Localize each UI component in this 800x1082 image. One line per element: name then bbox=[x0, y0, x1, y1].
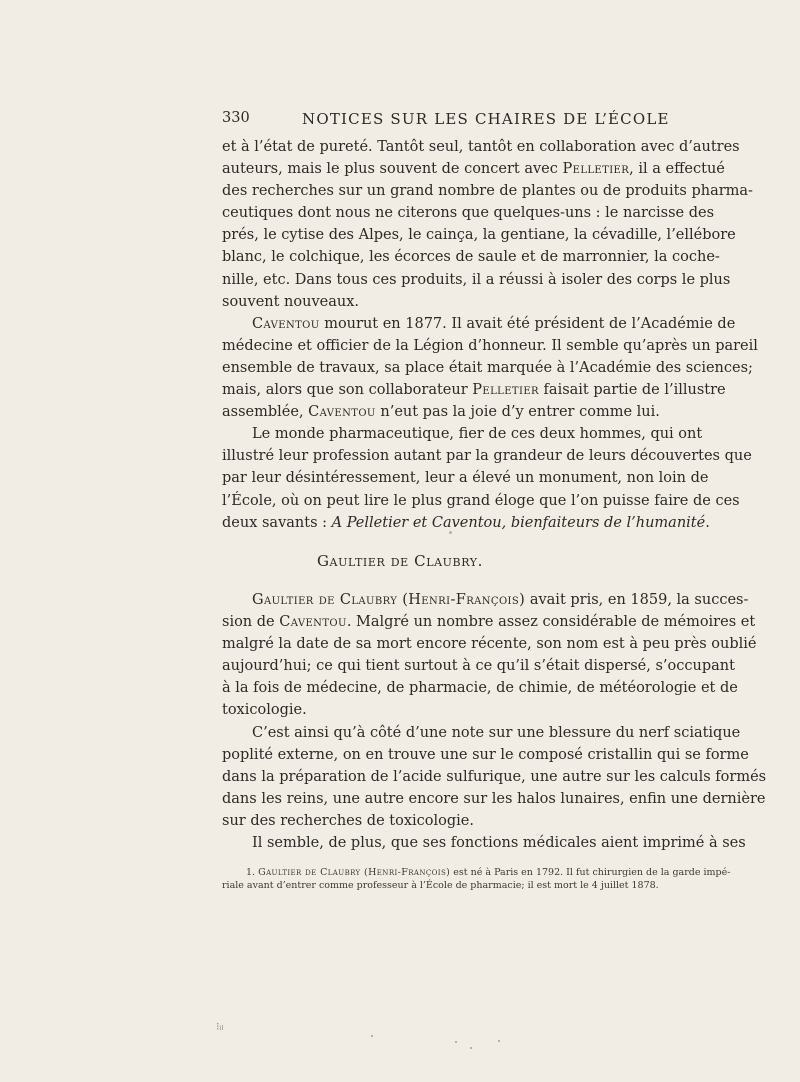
body-text-block-2 bbox=[222, 589, 767, 854]
paper-speck bbox=[371, 1035, 373, 1037]
text-line: aujourd’hui; ce qui tient surtout à ce qu’il s’était dispersé, s’occupant bbox=[222, 658, 735, 675]
text-line: dans les reins, une autre encore sur les halos lunaires, enfin une dernière bbox=[222, 790, 766, 807]
printer-dot bbox=[449, 531, 452, 534]
footnote-number: 1. bbox=[246, 867, 259, 878]
text-line: sion de Caventou. Malgré un nombre assez considérable de mémoires et bbox=[222, 614, 756, 631]
text-line: C’est ainsi qu’à côté d’une note sur une blessure du nerf sciatique bbox=[252, 724, 741, 741]
text-line: Caventou mourut en 1877. Il avait été président de l’Académie de bbox=[252, 315, 736, 332]
text-line: auteurs, mais le plus souvent de concert avec Pelletier, il a effectué bbox=[222, 161, 725, 178]
text-line: médecine et officier de la Légion d’honneur. Il semble qu’après un pareil bbox=[222, 337, 758, 354]
body-text-block-1 bbox=[222, 136, 758, 534]
text-line: par leur désintéressement, leur a élevé un monument, non loin de bbox=[222, 470, 709, 487]
text-line: à la fois de médecine, de pharmacie, de chimie, de météorologie et de bbox=[222, 680, 738, 697]
text-line: prés, le cytise des Alpes, le cainça, la gentiane, la cévadille, l’ellébore bbox=[222, 227, 736, 244]
text-line: des recherches sur un grand nombre de plantes ou de produits pharma- bbox=[222, 183, 753, 200]
footnote bbox=[222, 866, 731, 892]
paper-speck bbox=[498, 1040, 500, 1042]
text-line: malgré la date de sa mort encore récente, son nom est à peu près oublié bbox=[222, 636, 757, 653]
text-line: nille, etc. Dans tous ces produits, il a réussi à isoler des corps le plus bbox=[222, 271, 731, 288]
text-line: deux savants : A Pelletier et Caventou, bienfaiteurs de l’humanité. bbox=[222, 514, 710, 531]
text-line: et à l’état de pureté. Tantôt seul, tantôt en collaboration avec d’autres bbox=[222, 139, 740, 155]
text-line: Il semble, de plus, que ses fonctions médicales aient imprimé à ses bbox=[252, 835, 746, 852]
footnote-line: 1. Gaultier de Claubry (Henri-François) est né à Paris en 1792. Il fut chirurgien de la garde impé- bbox=[246, 867, 731, 878]
text-line: ceutiques dont nous ne citerons que quelques-uns : le narcisse des bbox=[222, 205, 715, 222]
text-line: ensemble de travaux, sa place était marquée à l’Académie des sciences; bbox=[222, 359, 753, 376]
text-line: souvent nouveaux. bbox=[222, 293, 360, 310]
text-line: blanc, le colchique, les écorces de saule et de marronnier, la coche- bbox=[222, 249, 720, 266]
person-name: Caventou bbox=[279, 614, 347, 631]
text-line: poplité externe, on en trouve une sur le composé cristallin qui se forme bbox=[222, 746, 749, 763]
text-line: Le monde pharmaceutique, fier de ces deux hommes, qui ont bbox=[252, 426, 703, 443]
footnote-line: riale avant d’entrer comme professeur à l’École de pharmacie; il est mort le 4 juillet 1878. bbox=[222, 880, 659, 891]
page-number: 330 bbox=[222, 110, 250, 126]
running-head: NOTICES SUR LES CHAIRES DE L’ÉCOLE bbox=[302, 110, 670, 128]
person-name: Pelletier bbox=[562, 161, 630, 178]
person-name: Gaultier de Claubry (Henri-François) bbox=[252, 592, 526, 608]
text-line: sur des recherches de toxicologie. bbox=[222, 812, 474, 829]
person-name: Pelletier bbox=[472, 382, 539, 399]
person-name: Caventou bbox=[252, 315, 320, 332]
text-line: toxicologie. bbox=[222, 702, 307, 719]
person-name: Caventou bbox=[308, 404, 376, 421]
monument-inscription: A Pelletier et Caventou, bienfaiteurs de l’humanité bbox=[331, 514, 706, 531]
paper-speck bbox=[455, 1041, 457, 1043]
text-line: l’École, où on peut lire le plus grand éloge que l’on puisse faire de ces bbox=[222, 492, 740, 509]
text-line: dans la préparation de l’acide sulfurique, une autre sur les calculs formés bbox=[222, 768, 767, 785]
text-line: assemblée, Caventou n’eut pas la joie d’y entrer comme lui. bbox=[222, 404, 660, 421]
person-name: Gaultier de Claubry (Henri-François) bbox=[258, 867, 451, 878]
paper-speck bbox=[470, 1047, 472, 1049]
text-line: illustré leur profession autant par la grandeur de leurs découvertes que bbox=[222, 448, 752, 465]
section-heading: Gaultier de Claubry. bbox=[316, 552, 484, 570]
text-line: Gaultier de Claubry (Henri-François) avait pris, en 1859, la succes- bbox=[252, 592, 749, 608]
text-line: mais, alors que son collaborateur Pelletier faisait partie de l’illustre bbox=[222, 382, 726, 399]
pencil-mark: ⁝ᵢₗ bbox=[216, 1020, 224, 1033]
page-header bbox=[222, 110, 682, 132]
